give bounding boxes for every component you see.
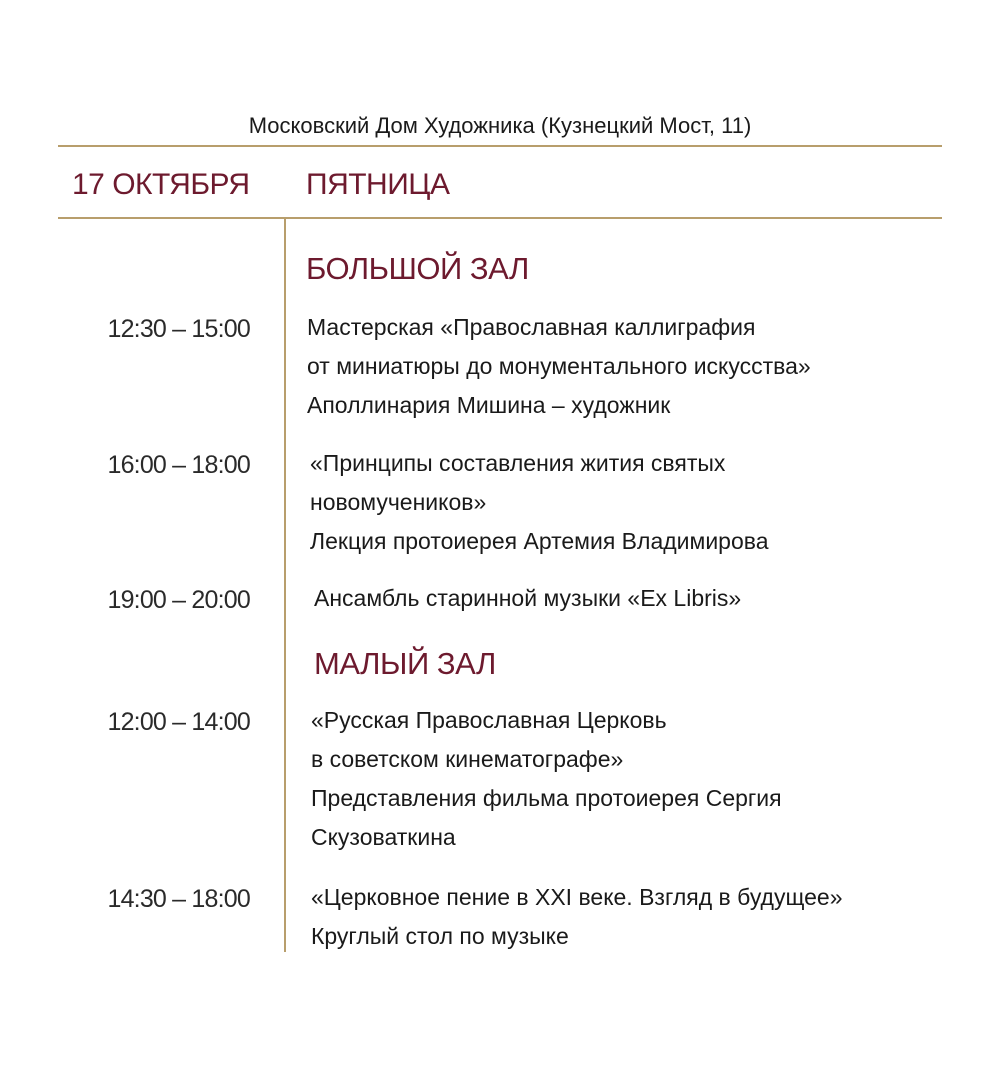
event-title-line: «Принципы составления жития святых [310, 450, 726, 476]
event-speaker: Лекция протоиерея Артемия Владимирова [310, 528, 769, 554]
event-speaker: Круглый стол по музыке [311, 923, 569, 949]
event-speaker: Скузоваткина [311, 824, 456, 850]
event-title-line: от миниатюры до монументального искусства» [307, 353, 811, 379]
event-weekday: ПЯТНИЦА [306, 168, 450, 201]
column-divider [284, 218, 286, 952]
header-divider [58, 217, 942, 219]
top-divider [58, 145, 942, 147]
event-speaker: Представления фильма протоиерея Сергия [311, 785, 782, 811]
event-title-line: «Русская Православная Церковь [311, 707, 667, 733]
venue-title: Московский Дом Художника (Кузнецкий Мост, 11) [248, 113, 752, 138]
event-title-line: Ансамбль старинной музыки «Ex Libris» [314, 585, 742, 611]
event-time: 19:00 – 20:00 [107, 586, 250, 614]
event-title-line: новомучеников» [310, 489, 487, 515]
event-date: 17 ОКТЯБРЯ [72, 168, 250, 201]
hall-title-large: БОЛЬШОЙ ЗАЛ [306, 251, 529, 286]
event-time: 12:30 – 15:00 [107, 315, 250, 343]
event-title-line: Мастерская «Православная каллиграфия [307, 314, 756, 340]
event-time: 12:00 – 14:00 [107, 708, 250, 736]
event-time: 16:00 – 18:00 [107, 451, 250, 479]
event-title-line: в советском кинематографе» [311, 746, 624, 772]
event-title-line: «Церковное пение в XXI веке. Взгляд в будущее» [311, 884, 843, 910]
hall-title-small: МАЛЫЙ ЗАЛ [314, 646, 496, 681]
event-speaker: Аполлинария Мишина – художник [307, 392, 671, 418]
event-time: 14:30 – 18:00 [107, 885, 250, 913]
